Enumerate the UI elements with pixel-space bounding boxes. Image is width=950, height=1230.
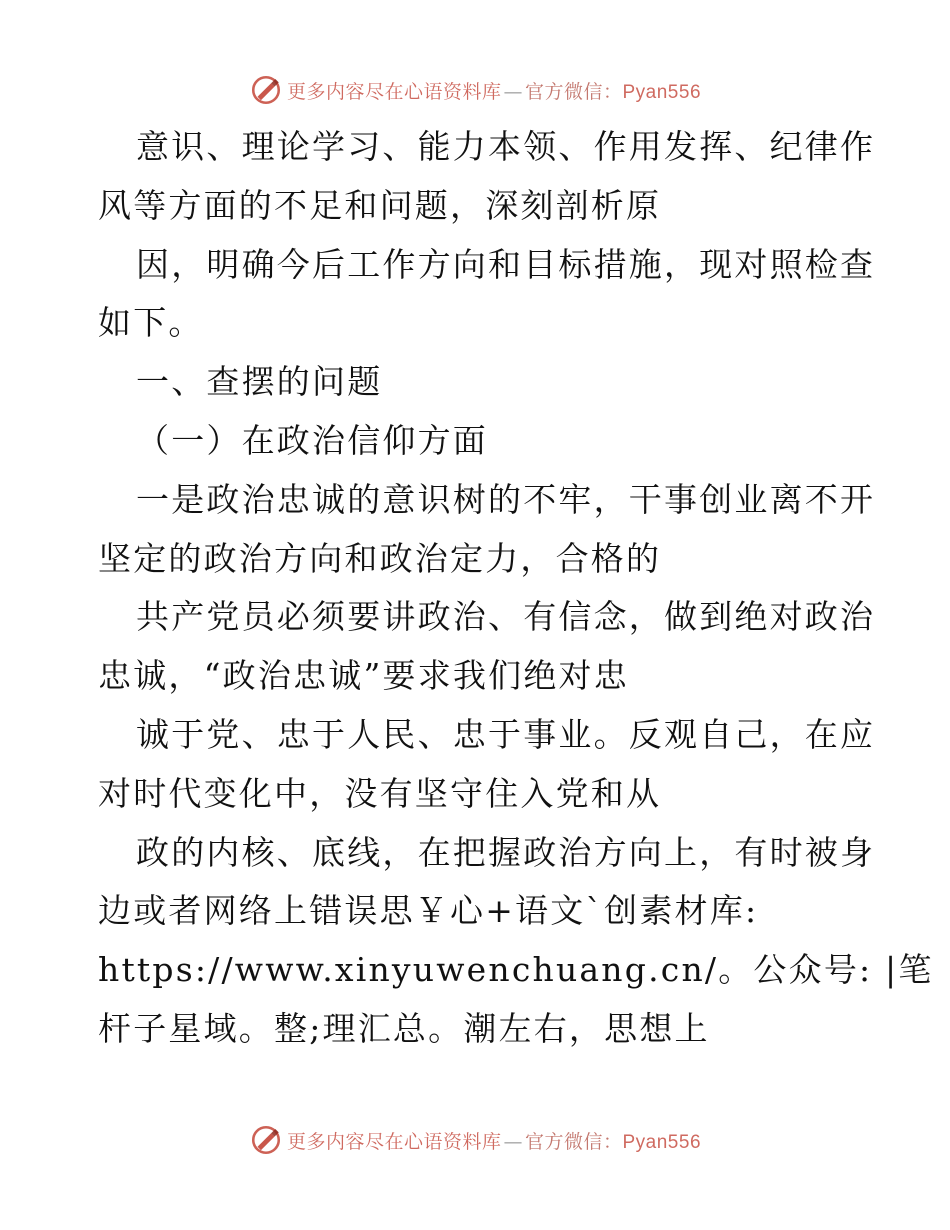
watermark-separator: — (503, 80, 523, 103)
section-heading: 一、查摆的问题 (136, 362, 383, 402)
watermark-banner-bottom (0, 1120, 950, 1160)
subsection-heading: （一）在政治信仰方面 (136, 420, 488, 460)
text-line: 一是政治忠诚的意识树的不牢，干事创业离不开 (136, 479, 876, 519)
watermark-separator: — (503, 1130, 523, 1153)
watermark-text (287, 77, 701, 104)
text-line: 坚定的政治方向和政治定力，合格的 (98, 538, 662, 578)
watermark-wechat-id: Pyan556 (622, 1131, 702, 1153)
text-line: 诚于党、忠于人民、忠于事业。反观自己，在应 (136, 714, 876, 754)
text-line: 风等方面的不足和问题，深刻剖析原 (98, 185, 662, 225)
text-line: 对时代变化中，没有坚守住入党和从 (98, 773, 662, 813)
watermark-wechat-label: 官方微信： (524, 80, 623, 103)
pen-circle-logo-icon (249, 1123, 283, 1157)
text-line: 共产党员必须要讲政治、有信念，做到绝对政治 (136, 597, 876, 637)
text-line: 边或者网络上错误思￥心+语文`创素材库: (98, 891, 759, 931)
text-line: 杆子星域。整;理汇总。潮左右，思想上 (98, 1008, 710, 1048)
pen-circle-logo-icon (249, 73, 283, 107)
text-line: https://www.xinyuwenchuang.cn/。公众号: |笔 (98, 950, 934, 990)
watermark-brand: 更多内容尽在心语资料库 (286, 80, 502, 103)
text-line: 政的内核、底线，在把握政治方向上，有时被身 (136, 832, 876, 872)
text-line: 如下。 (98, 303, 204, 343)
text-line: 意识、理论学习、能力本领、作用发挥、纪律作 (136, 127, 876, 166)
watermark-wechat-id: Pyan556 (622, 81, 702, 103)
watermark-wechat-label: 官方微信： (524, 1130, 623, 1153)
watermark-brand: 更多内容尽在心语资料库 (286, 1130, 502, 1153)
text-line: 因，明确今后工作方向和目标措施，现对照检查 (136, 244, 876, 284)
document-body (98, 118, 934, 1059)
watermark-banner-top (0, 70, 950, 110)
text-line: 忠诚，“政治忠诚”要求我们绝对忠 (98, 656, 629, 696)
watermark-text (287, 1127, 701, 1154)
